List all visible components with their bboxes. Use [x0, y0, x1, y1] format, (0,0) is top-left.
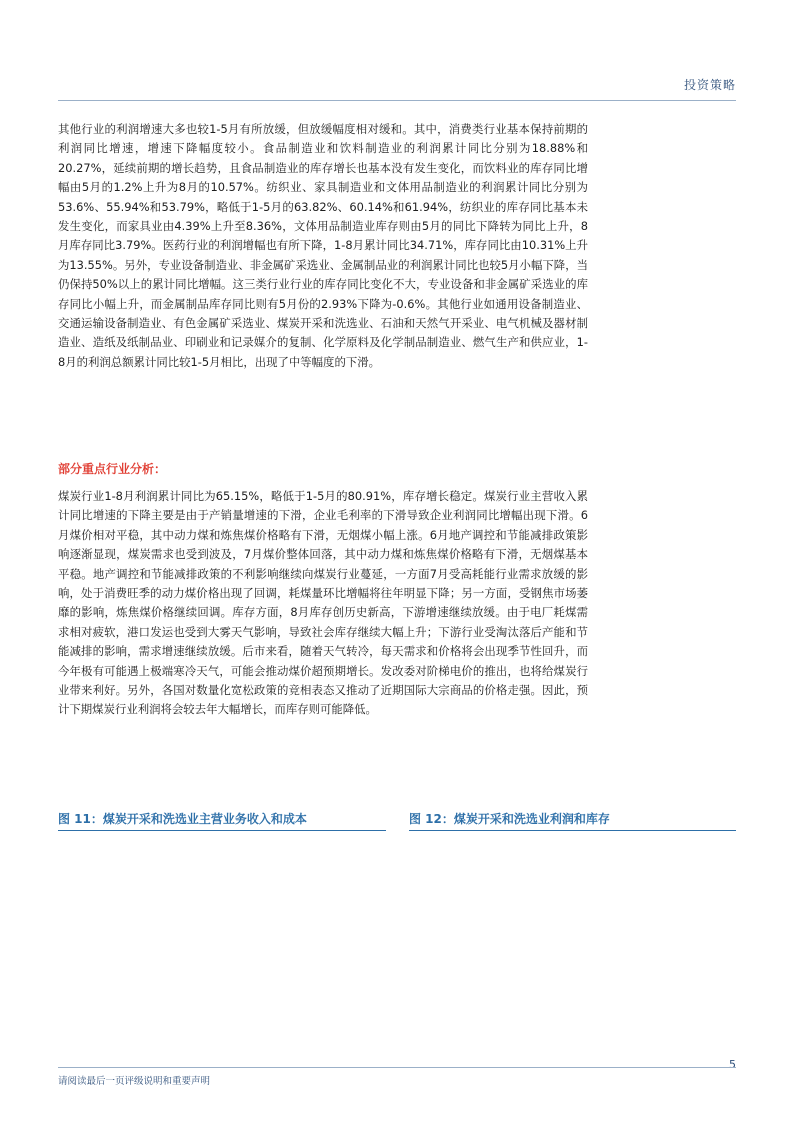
- footer-divider: [58, 1067, 736, 1068]
- figure-11-caption: 图 11：煤炭开采和洗选业主营业务收入和成本: [58, 812, 307, 826]
- body-paragraph-1: 其他行业的利润增速大多也较1-5月有所放缓，但放缓幅度相对缓和。其中，消费类行业基本保持前期的利润同比增速，增速下降幅度较小。食品制造业和饮料制造业的利润累计同比分别为18.88%和20.27%，延续前期的增长趋势，且食品制造业的库存增长也基本没有发生变化，而饮料业的库存同比增幅由5月的1.2%上升为8月的10.57%。纺织业、家具制造业和文体用品制造业的利润累计同比分别为53.6%、55.94%和53.79%，略低于1-5月的63.82%、60.14%和61.94%，纺织业的库存同比基本未发生变化，而家具业由4.39%上升至8.36%，文体用品制造业库存则由5月的同比下降转为同比上升，8月库存同比3.79%。医药行业的利润增幅也有所下降，1-8月累计同比34.71%，库存同比由10.31%上升为13.55%。另外，专业设备制造业、非金属矿采选业、金属制品业的利润累计同比也较5月小幅下降，当仍保持50%以上的累计同比增幅。这三类行业行业的库存同比变化不大，专业设备和非金属矿采选业的库存同比小幅上升，而金属制品库存同比则有5月份的2.93%下降为-0.6%。其他行业如通用设备制造业、交通运输设备制造业、有色金属矿采选业、煤炭开采和洗选业、石油和天然气开采业、电气机械及器材制造业、造纸及纸制品业、印刷业和记录媒介的复制、化学原料及化学制品制造业、燃气生产和供应业，1-8月的利润总额累计同比较1-5月相比，出现了中等幅度的下滑。: [58, 122, 588, 369]
- header-section-label: 投资策略: [683, 78, 736, 92]
- header-divider: [58, 100, 736, 101]
- page-number: 5: [729, 1058, 736, 1071]
- body-paragraph-2: 煤炭行业1-8月利润累计同比为65.15%，略低于1-5月的80.91%，库存增长稳定。煤炭行业主营收入累计同比增速的下降主要是由于产销量增速的下滑，企业毛利率的下滑导致企业利润同比增幅出现下滑。6月煤价相对平稳，其中动力煤和炼焦煤价格略有下滑，无烟煤小幅上涨。6月地产调控和节能减排政策影响逐渐显现，煤炭需求也受到波及，7月煤价整体回落，其中动力煤和炼焦煤价格略有下滑，无烟煤基本平稳。地产调控和节能减排政策的不利影响继续向煤炭行业蔓延，一方面7月受高耗能行业需求放缓的影响，处于消费旺季的动力煤价格出现了回调，耗煤量环比增幅将往年明显下降；另一方面，受钢焦市场萎靡的影响，炼焦煤价格继续回调。库存方面，8月库存创历史新高，下游增速继续放缓。由于电厂耗煤需求相对疲软，港口发运也受到大雾天气影响，导致社会库存继续大幅上升；下游行业受淘汰落后产能和节能减排的影响，需求增速继续放缓。后市来看，随着天气转冷，每天需求和价格将会出现季节性回升，而今年极有可能遇上极端寒冷天气，可能会推动煤价超预期增长。发改委对阶梯电价的推出，也将给煤炭行业带来利好。另外，各国对数量化宽松政策的竞相表态又推动了近期国际大宗商品的价格走强。因此，预计下期煤炭行业利润将会较去年大幅增长，而库存则可能降低。: [58, 489, 588, 717]
- section-heading: 部分重点行业分析：: [58, 462, 167, 476]
- figure-12-caption: 图 12：煤炭开采和洗选业利润和库存: [409, 812, 610, 826]
- figure-12-divider: [409, 830, 736, 831]
- figure-11-divider: [58, 830, 386, 831]
- footer-disclaimer-note: 请阅读最后一页评级说明和重要声明: [58, 1076, 211, 1087]
